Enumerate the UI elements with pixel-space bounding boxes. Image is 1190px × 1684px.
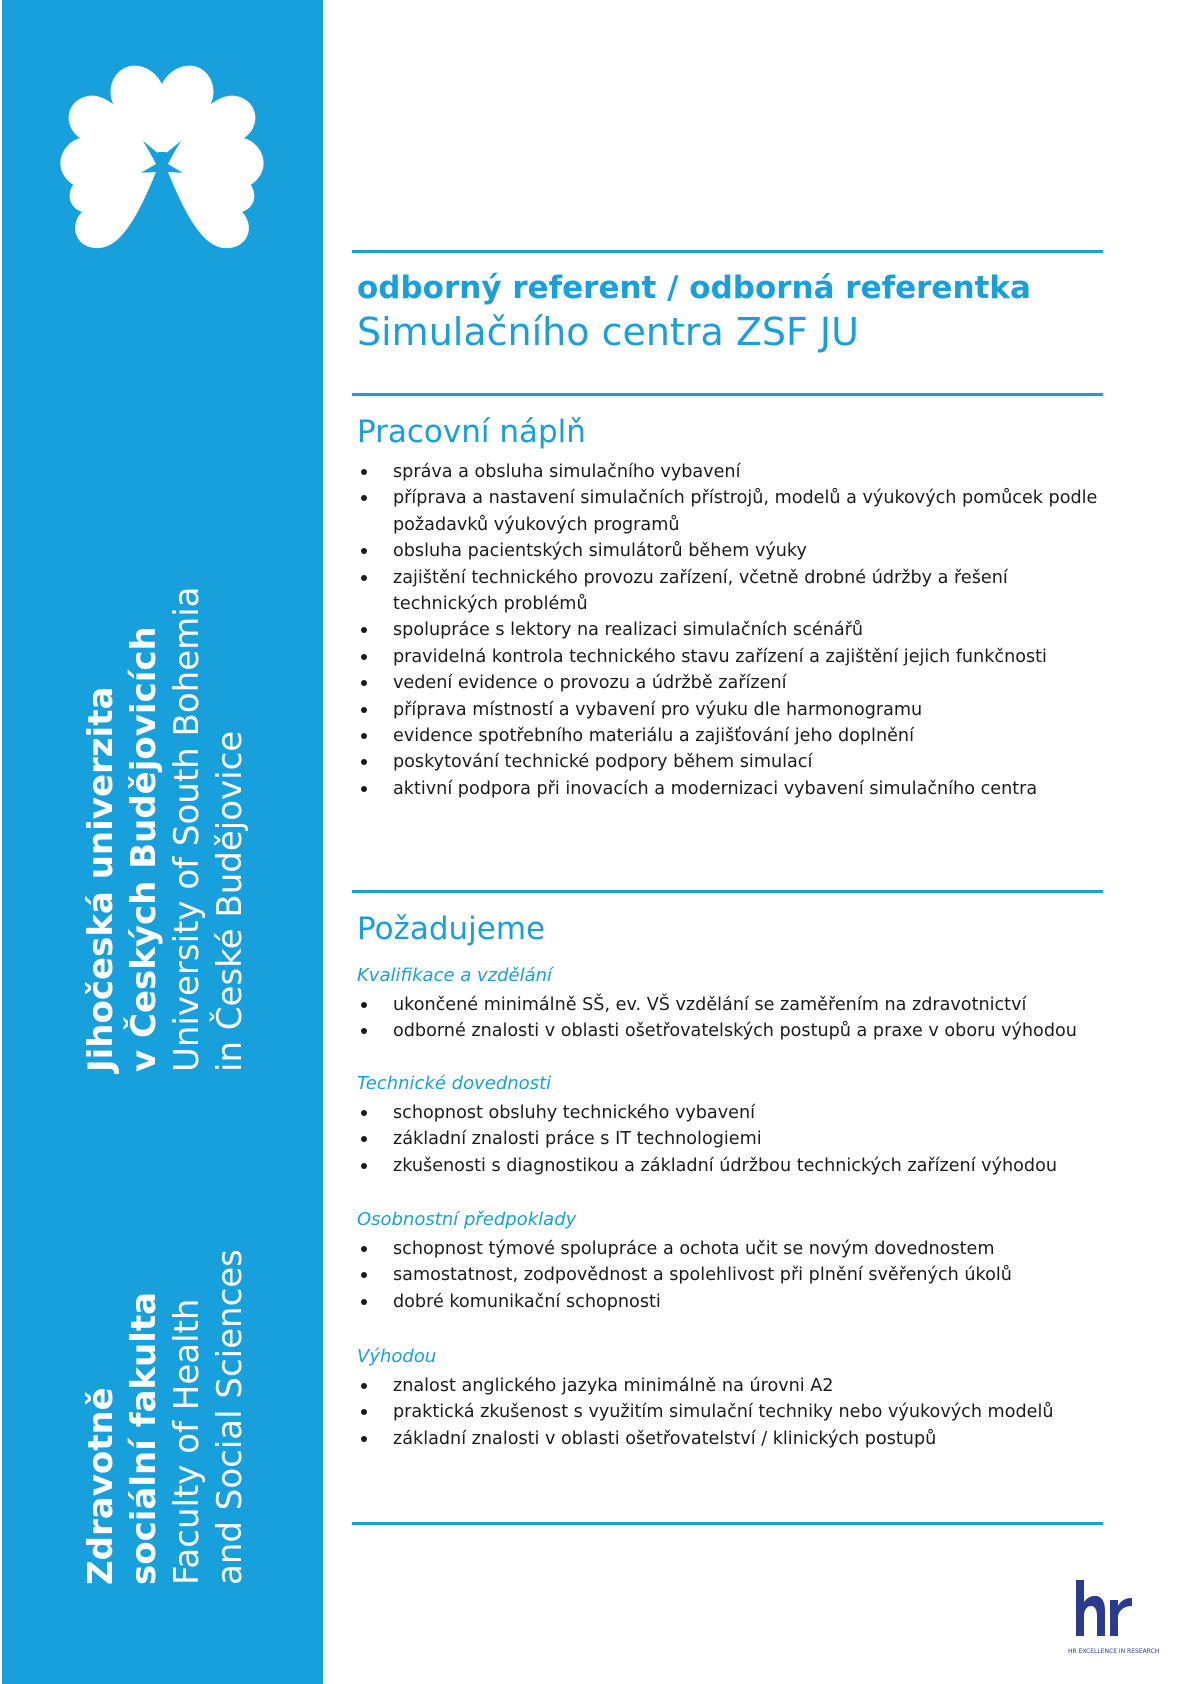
personal-list — [357, 1236, 1102, 1315]
list-item: pravidelná kontrola technického stavu zařízení a zajištění jejich funkčnosti — [357, 644, 1102, 670]
personal-label: Osobnostní předpoklady — [357, 1209, 577, 1230]
page-title: odborný referent / odborná referentka — [357, 270, 1031, 306]
technical-list — [357, 1100, 1102, 1179]
list-item: zkušenosti s diagnostikou a základní údržbou technických zařízení výhodou — [357, 1153, 1102, 1179]
list-item: dobré komunikační schopnosti — [357, 1289, 1102, 1315]
list-item: vedení evidence o provozu a údržbě zařízení — [357, 670, 1102, 696]
hr-excellence-logo — [1068, 1576, 1158, 1664]
list-item: schopnost obsluhy technického vybavení — [357, 1100, 1102, 1126]
faculty-cz-line1: Zdravotně — [81, 1387, 121, 1585]
divider — [352, 250, 1103, 253]
list-item: evidence spotřebního materiálu a zajišťování jeho doplnění — [357, 723, 1102, 749]
four-heart-flower-icon — [52, 56, 272, 256]
university-cz-line1: Jihočeská univerzita — [81, 686, 121, 1072]
list-item: základní znalosti v oblasti ošetřovatelství / klinických postupů — [357, 1426, 1102, 1452]
list-item: správa a obsluha simulačního vybavení — [357, 459, 1102, 485]
hr-logo-icon — [1068, 1576, 1138, 1644]
list-item: příprava a nastavení simulačních přístrojů, modelů a výukových pomůcek podle požadavků výukových programů — [357, 485, 1102, 538]
divider — [352, 890, 1103, 893]
duties-list — [357, 459, 1102, 802]
sidebar-vertical-text — [80, 586, 260, 1585]
list-item: zajištění technického provozu zařízení, včetně drobné údržby a řešení technických problémů — [357, 565, 1102, 618]
list-item: poskytování technické podpory během simulací — [357, 749, 1102, 775]
university-en-line2: in České Budějovice — [210, 730, 250, 1072]
university-cz-line2: v Českých Budějovicích — [124, 626, 164, 1072]
requirements-heading: Požadujeme — [357, 911, 546, 947]
list-item: znalost anglického jazyka minimálně na úrovni A2 — [357, 1373, 1102, 1399]
advantage-list — [357, 1373, 1102, 1452]
faculty-cz-line2: sociální fakulta — [124, 1291, 164, 1585]
page-subtitle: Simulačního centra ZSF JU — [357, 310, 859, 354]
university-en-line1: University of South Bohemia — [167, 586, 207, 1072]
divider — [352, 1522, 1103, 1525]
list-item: ukončené minimálně SŠ, ev. VŠ vzdělání se zaměřením na zdravotnictví — [357, 992, 1102, 1018]
hr-logo-caption: HR EXCELLENCE IN RESEARCH — [1068, 1648, 1160, 1655]
list-item: schopnost týmové spolupráce a ochota učit se novým dovednostem — [357, 1236, 1102, 1262]
faculty-en-line1: Faculty of Health — [167, 1298, 207, 1585]
qualification-label: Kvalifikace a vzdělání — [357, 965, 553, 986]
faculty-en-line2: and Social Sciences — [210, 1249, 250, 1585]
list-item: příprava místností a vybavení pro výuku dle harmonogramu — [357, 697, 1102, 723]
list-item: aktivní podpora při inovacích a modernizaci vybavení simulačního centra — [357, 776, 1102, 802]
divider — [352, 393, 1103, 396]
list-item: odborné znalosti v oblasti ošetřovatelských postupů a praxe v oboru výhodou — [357, 1018, 1102, 1044]
list-item: praktická zkušenost s využitím simulační techniky nebo výukových modelů — [357, 1399, 1102, 1425]
duties-heading: Pracovní náplň — [357, 414, 586, 450]
qualification-list — [357, 992, 1102, 1045]
list-item: obsluha pacientských simulátorů během výuky — [357, 538, 1102, 564]
list-item: samostatnost, zodpovědnost a spolehlivost při plnění svěřených úkolů — [357, 1262, 1102, 1288]
list-item: spolupráce s lektory na realizaci simulačních scénářů — [357, 617, 1102, 643]
sidebar — [2, 0, 323, 1684]
list-item: základní znalosti práce s IT technologiemi — [357, 1126, 1102, 1152]
advantage-label: Výhodou — [357, 1346, 437, 1367]
technical-label: Technické dovednosti — [357, 1073, 552, 1094]
